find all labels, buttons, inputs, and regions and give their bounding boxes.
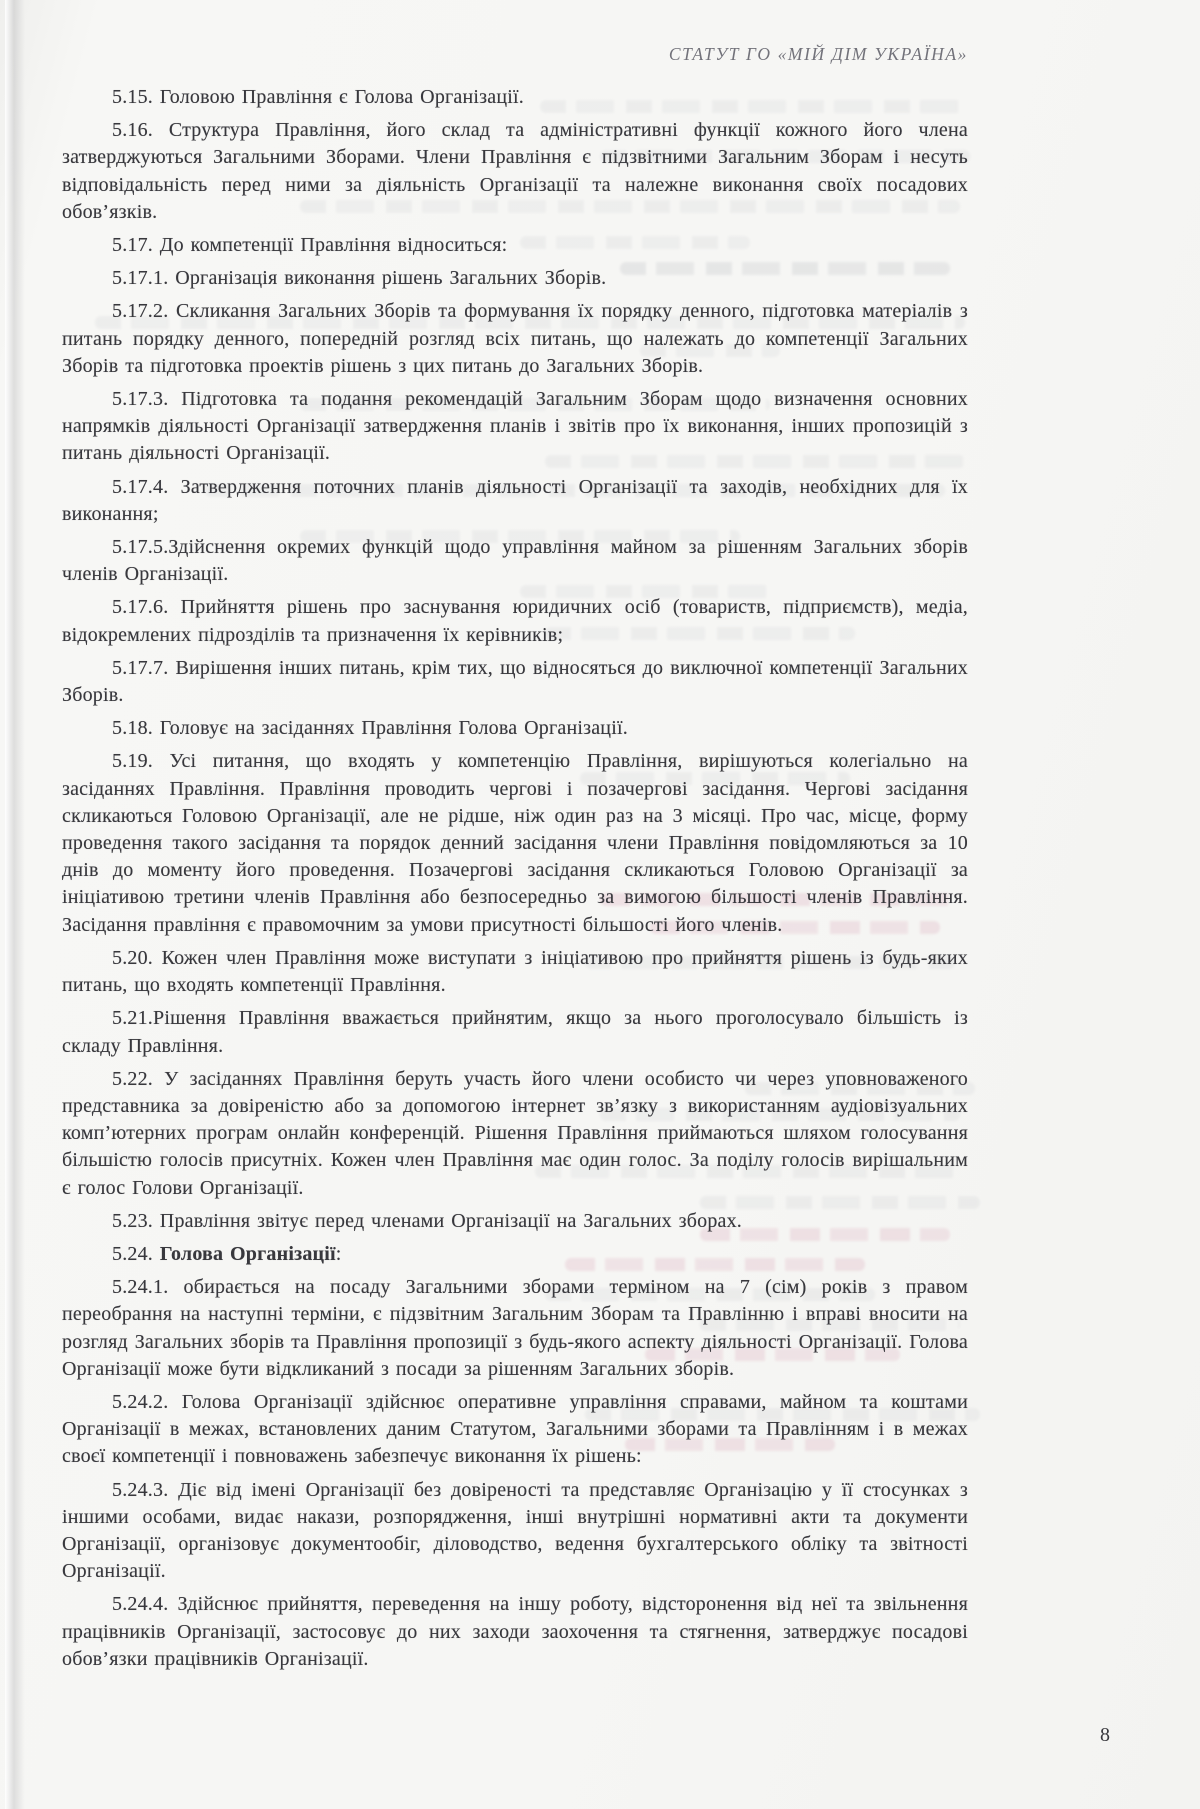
paragraph-5-19: 5.19. Усі питання, що входять у компетенцію Правління, вирішуються колегіально на засіданнях Правління. Правління проводить чергові і позачергові засідання. Чергові засідання скликаються Головою Організації, але не рідше, ніж один раз на 3 місяці. Про час, місце, форму проведення такого засідання та порядок денний засідання члени Правління повідомляються за 10 днів до моменту його проведення. Позачергові засідання скликаються Головою Організації за ініціативою третини членів Правління або безпосередньо за вимогою більшості членів Правління. Засідання правління є правомочним за умови присутності більшості його членів. <box>62 750 968 936</box>
paragraph-5-17-6: 5.17.6. Прийняття рішень про заснування юридичних осіб (товариств, підприємств), медіа, відокремлених підрозділів та призначення їх керівників; <box>62 596 968 646</box>
paragraph-5-15: 5.15. Головою Правління є Голова Організації. <box>112 86 524 108</box>
paragraph-5-18: 5.18. Головує на засіданнях Правління Голова Організації. <box>112 717 628 740</box>
paragraph-5-24-colon: : <box>335 1242 342 1265</box>
paragraph-5-20: 5.20. Кожен член Правління може виступати з ініціативою про прийняття рішень із будь-яких питань, що входять компетенції Правління. <box>62 946 968 997</box>
paragraph-5-17-7: 5.17.7. Вирішення інших питань, крім тих, що відносяться до виключної компетенції Загальних Зборів. <box>62 656 968 707</box>
page-fold-shadow <box>5 0 25 1809</box>
paragraph-5-17-1: 5.17.1. Організація виконання рішень Загальних Зборів. <box>112 267 607 290</box>
paragraph-5-24-2: 5.24.2. Голова Організації здійснює оперативне управління справами, майном та коштами Організації в межах, встановлених даним Статутом, Загальними зборами та Правлінням і в межах своєї компетенції і повноважень забезпечує виконання їх рішень: <box>62 1390 968 1468</box>
paragraph-5-24-4: 5.24.4. Здійснює прийняття, переведення на іншу роботу, відсторонення від неї та звільнення працівників Організації, застосовує до них заходи заохочення та стягнення, затверджує посадові обов’язки працівників Організації. <box>62 1593 968 1670</box>
paragraph-5-17-4: 5.17.4. Затвердження поточних планів діяльності Організації та заходів, необхідних для їх виконання; <box>62 475 968 525</box>
document-body <box>62 84 968 1679</box>
paragraph-5-23: 5.23. Правління звітує перед членами Організації на Загальних зборах. <box>112 1209 742 1232</box>
paragraph-5-22: 5.22. У засіданнях Правління беруть участь його члени особисто чи через уповноваженого представника за довіреністю або за допомогою інтернет зв’язку з використанням аудіовізуальних комп’ютерних програм онлайн конференцій. Рішення Правління приймаються шляхом голосування більшістю голосів присутніх. Кожен член Правління має один голос. За поділу голосів вирішальним є голос Голови Організації. <box>62 1067 968 1199</box>
paragraph-5-24-title: Голова Організації <box>159 1242 336 1265</box>
paragraph-5-24-1: 5.24.1. обирається на посаду Загальними зборами терміном на 7 (сім) років з правом переобрання на наступні терміни, є підзвітним Загальним Зборам та Правлінню і вправі вносити на розгляд Загальних зборів та Правління пропозиції з будь-якого аспекту діяльності Організації. Голова Організації може бути відкликаний з посади за рішенням Загальних зборів. <box>62 1276 968 1380</box>
running-header: СТАТУТ ГО «МІЙ ДІМ УКРАЇНА» <box>668 44 968 64</box>
page-number: 8 <box>1100 1724 1110 1746</box>
paragraph-5-21: 5.21.Рішення Правління вважається прийнятим, якщо за нього проголосувало більшість із складу Правління. <box>62 1007 968 1057</box>
paragraph-5-17-5: 5.17.5.Здійснення окремих функцій щодо управління майном за рішенням Загальних зборів членів Організації. <box>62 536 968 586</box>
paragraph-5-17-2: 5.17.2. Скликання Загальних Зборів та формування їх порядку денного, підготовка матеріалів з питань порядку денного, попередній розгляд всіх питань, що належать до компетенції Загальних Зборів та підготовка проектів рішень з цих питань до Загальних Зборів. <box>62 300 968 377</box>
paragraph-5-16: 5.16. Структура Правління, його склад та адміністративні функції кожного його члена затверджуються Загальними Зборами. Члени Правління є підзвітними Загальним Зборам і несуть відповідальність перед ними за діяльність Організації та належне виконання своїх посадових обов’язків. <box>62 119 968 223</box>
paragraph-5-24-3: 5.24.3. Діє від імені Організації без довіреності та представляє Організацію у її стосунках з іншими особами, видає накази, розпорядження, інші внутрішні нормативні акти та документи Організації, організовує документообіг, діловодство, ведення бухгалтерського обліку та звітності Організації. <box>62 1478 968 1583</box>
paragraph-5-24-number: 5.24. <box>112 1242 160 1265</box>
paragraph-5-17-3: 5.17.3. Підготовка та подання рекомендацій Загальним Зборам щодо визначення основних напрямків діяльності Організації затвердження планів і звітів про їх виконання, інших пропозицій з питань діяльності Організації. <box>62 388 968 465</box>
paragraph-5-17: 5.17. До компетенції Правління відноситься: <box>112 234 508 257</box>
paragraph-5-24 <box>62 1241 968 1268</box>
